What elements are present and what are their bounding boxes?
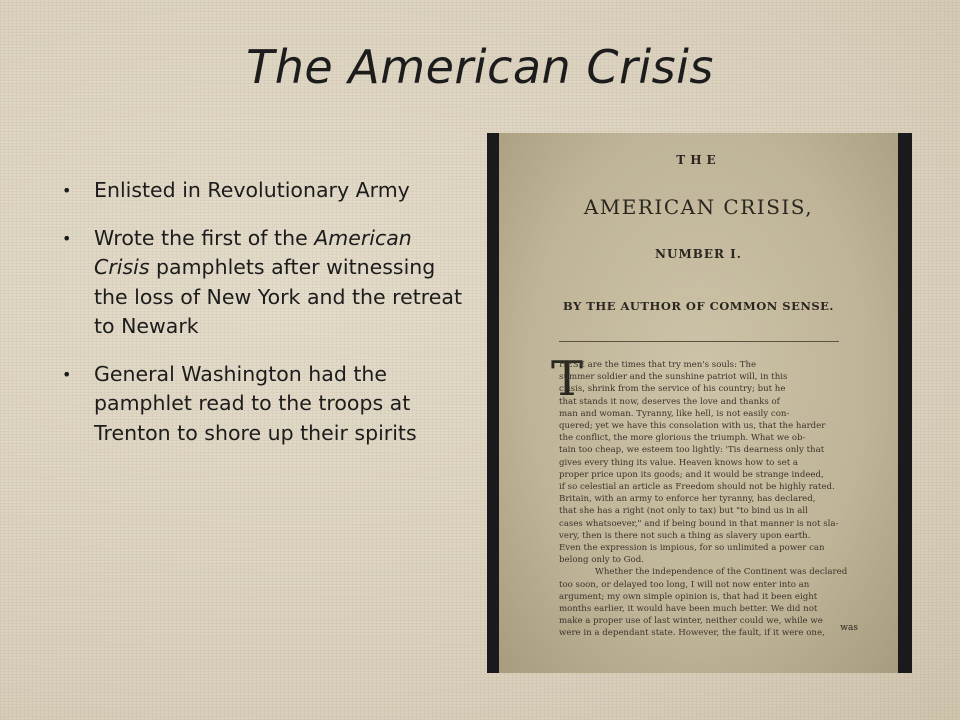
pamphlet-dropcap: T xyxy=(551,351,584,407)
pamphlet-image xyxy=(487,133,912,673)
pamphlet-title: AMERICAN CRISIS, xyxy=(583,195,814,219)
pamphlet-page xyxy=(499,133,898,673)
bullet-item xyxy=(62,224,467,342)
pamphlet-body-line: that stands it now, deserves the love and thanks of xyxy=(559,396,780,407)
bullet-item xyxy=(62,360,467,449)
pamphlet-body-line: if so celestial an article as Freedom should not be highly rated. xyxy=(559,482,835,493)
pamphlet-body-line: months earlier, it would have been much better. We did not xyxy=(559,604,818,615)
bullet-dot-icon: • xyxy=(62,364,72,384)
bullet-text: pamphlets after witnessing the loss of New York and the retreat to Newark xyxy=(94,255,462,338)
pamphlet-body-line: very, then is there not such a thing as slavery upon earth. xyxy=(559,530,811,541)
bullet-text-italic: American Crisis xyxy=(94,225,412,279)
pamphlet-body-line: make a proper use of last winter, neither could we, while we xyxy=(559,616,823,627)
bullet-dot-icon: • xyxy=(62,228,72,248)
pamphlet-body-line: cases whatsoever," and if being bound in that manner is not sla- xyxy=(559,518,839,529)
pamphlet-footer: was xyxy=(840,623,858,633)
pamphlet-body-line: argument; my own simple opinion is, that had it been eight xyxy=(559,591,818,602)
slide-title: The American Crisis xyxy=(246,40,714,94)
pamphlet-author: BY THE AUTHOR OF COMMON SENSE. xyxy=(563,299,834,313)
pamphlet-body-line: that she has a right (not only to tax) but "to bind us in all xyxy=(559,506,808,517)
bullet-list xyxy=(62,176,467,466)
pamphlet-body-line: summer soldier and the sunshine patriot will, in this xyxy=(559,372,788,383)
pamphlet-body-line: Even the expression is impious, for so unlimited a power can xyxy=(559,543,825,554)
pamphlet-body-line: Britain, with an army to enforce her tyranny, has declared, xyxy=(559,494,816,505)
pamphlet-body-line: man and woman. Tyranny, like hell, is not easily con- xyxy=(559,408,790,419)
pamphlet-body-line: the conflict, the more glorious the triumph. What we ob- xyxy=(559,433,806,444)
pamphlet-body-line: belong only to God. xyxy=(559,555,644,566)
pamphlet-rule xyxy=(559,341,839,342)
pamphlet-body-line: proper price upon its goods; and it would be strange indeed, xyxy=(559,469,824,480)
pamphlet-body-line: HESE are the times that try men's souls: The xyxy=(559,360,757,370)
bullet-text: Enlisted in Revolutionary Army xyxy=(94,178,410,202)
pamphlet-the: THE xyxy=(676,153,721,167)
pamphlet-body-line: tain too cheap, we esteem too lightly: 'Tis dearness only that xyxy=(559,445,825,456)
bullet-dot-icon: • xyxy=(62,181,72,200)
bullet-item xyxy=(62,176,467,206)
pamphlet-body-line: too soon, or delayed too long, I will not now enter into an xyxy=(559,579,810,590)
pamphlet-body-line: gives every thing its value. Heaven knows how to set a xyxy=(559,457,798,468)
bullet-text: Wrote the first of the xyxy=(94,225,315,250)
pamphlet-number: NUMBER I. xyxy=(655,247,742,261)
pamphlet-body xyxy=(559,359,867,640)
bullet-text: General Washington had the pamphlet read to the troops at Trenton to shore up their spirits xyxy=(94,361,417,445)
pamphlet-body-line: quered; yet we have this consolation with us, that the harder xyxy=(559,421,826,432)
pamphlet-body-line: Whether the independence of the Continent was declared xyxy=(595,567,848,578)
pamphlet-body-line: crisis, shrink from the service of his country; but he xyxy=(559,384,786,395)
pamphlet-body-line: were in a dependant state. However, the fault, if it were one, xyxy=(559,628,825,639)
